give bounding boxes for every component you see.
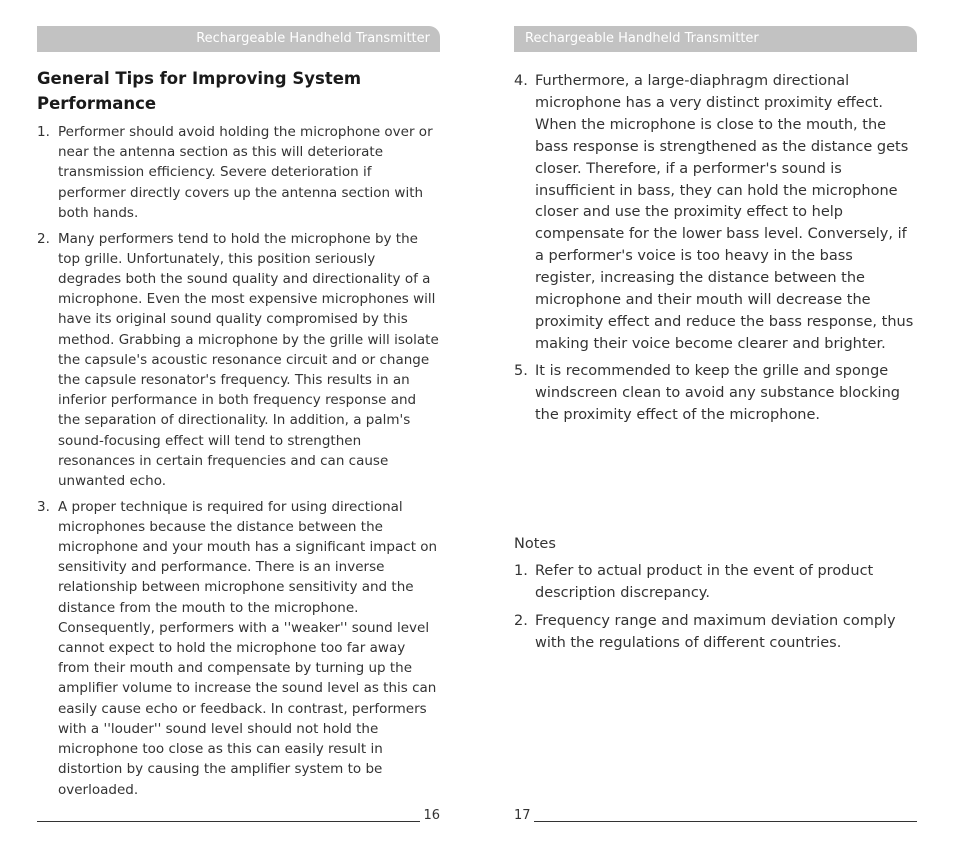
item-text: Performer should avoid holding the microphone over or near the antenna section as this will deteriorate transmission efficiency. Severe deterioration if performer directly covers up the antenna section with both hands.	[58, 124, 433, 221]
footer-rule	[37, 821, 420, 822]
note-item	[514, 611, 917, 655]
left-page	[37, 0, 440, 849]
notes-heading: Notes	[514, 536, 556, 552]
footer-rule	[534, 821, 917, 822]
item-text: It is recommended to keep the grille and sponge windscreen clean to avoid any substance blocking the proximity effect of the microphone.	[535, 362, 900, 423]
list-item	[37, 497, 440, 800]
tips-list	[37, 122, 440, 805]
tips-list	[514, 71, 917, 432]
item-text: Furthermore, a large-diaphragm directional microphone has a very distinct proximity effect. When the microphone is close to the mouth, the bass response is strengthened as the distance gets closer. Therefore, if a performer's sound is insufficient in bass, they can hold the microphone closer and use the proximity effect to help compensate for the lower bass level. Conversely, if a performer's voice is too heavy in the bass register, increasing the distance between the microphone and their mouth will decrease the proximity effect and reduce the bass response, thus making their voice become clearer and brighter.	[535, 73, 914, 352]
page-number: 16	[423, 808, 440, 823]
list-item	[37, 229, 440, 492]
item-number: 3.	[37, 498, 50, 515]
list-item	[514, 361, 917, 427]
notes-list	[514, 561, 917, 661]
item-number: 1.	[514, 563, 528, 579]
page-number: 17	[514, 808, 531, 823]
list-item	[37, 122, 440, 223]
section-title: General Tips for Improving System Performance	[37, 69, 362, 113]
right-page	[514, 0, 917, 849]
item-number: 2.	[37, 230, 50, 247]
item-number: 2.	[514, 612, 528, 629]
item-number: 4.	[514, 73, 528, 89]
item-text: A proper technique is required for using directional microphones because the distance between the microphone and your mouth has a significant impact on sensitivity and performance. There is an inverse relationship between microphone sensitivity and the distance from the mouth to the microphone. Consequently, performers with a ''weaker'' sound level cannot expect to hold the microphone too far away from their mouth and compensate by turning up the amplifier volume to increase the sound level as this can easily cause echo or feedback. In contrast, performers with a ''louder'' sound level should not hold the microphone too close as this can easily result in distortion by causing the amplifier system to be overloaded.	[58, 498, 438, 798]
item-number: 5.	[514, 362, 528, 379]
list-item	[514, 71, 917, 356]
page-header: Rechargeable Handheld Transmitter	[514, 26, 917, 52]
item-text: Many performers tend to hold the microphone by the top grille. Unfortunately, this position seriously degrades both the sound quality and directionality of a microphone. Even the most expensive microphones will have its original sound quality compromised by this method. Grabbing a microphone by the grille will isolate the capsule's acoustic resonance circuit and or change the capsule resonator's frequency. This results in an inferior performance in both frequency response and the separation of directionality. In addition, a palm's sound-focusing effect will tend to strengthen resonances in certain frequencies and can cause unwanted echo.	[58, 230, 439, 489]
item-text: Refer to actual product in the event of product description discrepancy.	[535, 563, 874, 601]
page-header: Rechargeable Handheld Transmitter	[37, 26, 440, 52]
note-item	[514, 561, 917, 605]
item-text: Frequency range and maximum deviation comply with the regulations of different countries.	[535, 612, 896, 651]
item-number: 1.	[37, 124, 50, 140]
